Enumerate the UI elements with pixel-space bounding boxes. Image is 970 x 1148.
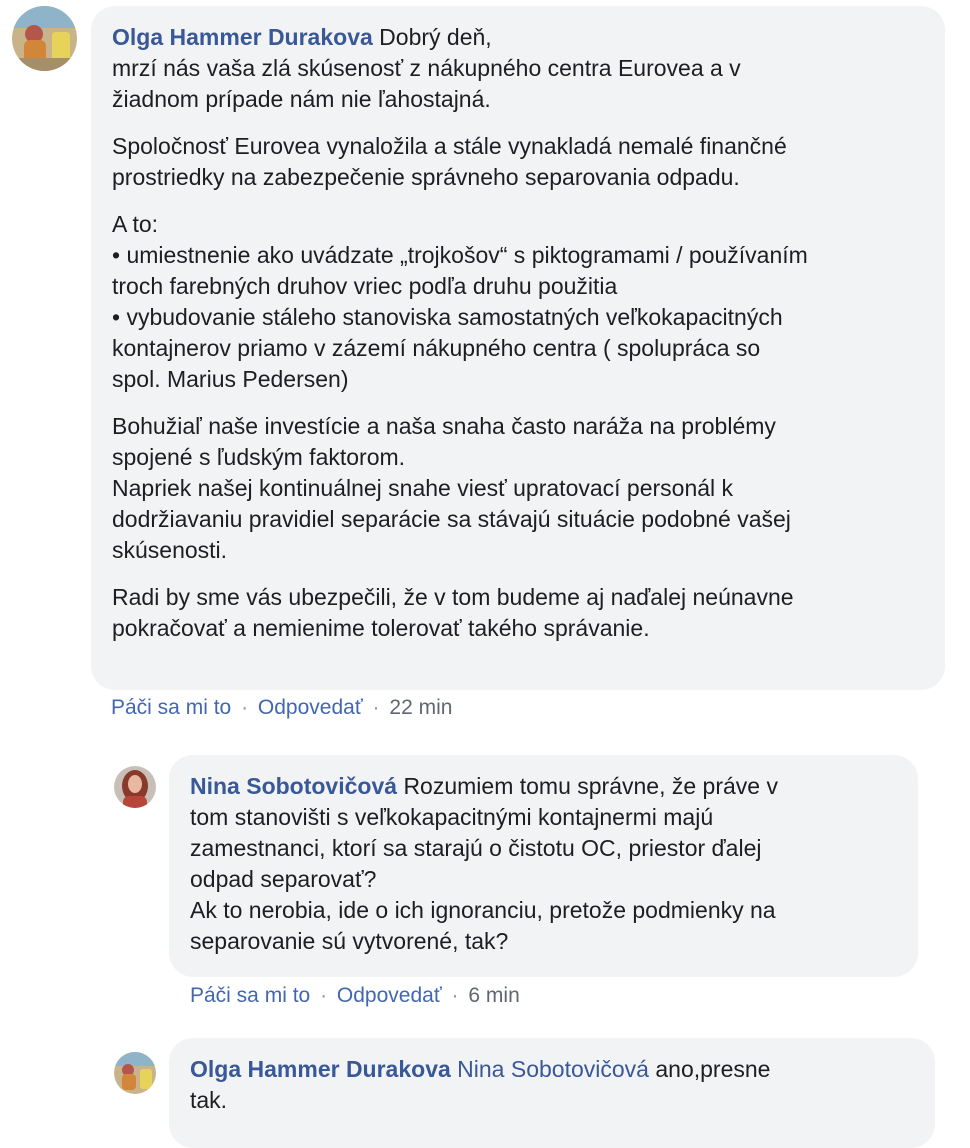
comment-line: Napriek našej kontinuálnej snahe viesť upratovací personál k — [112, 475, 734, 501]
comment-line: odpad separovať? — [190, 866, 377, 892]
separator-dot: · — [241, 696, 249, 719]
comment-line: tak. — [190, 1087, 228, 1113]
comment-author-olga-2[interactable]: Olga Hammer Durakova — [190, 1056, 451, 1082]
mention-nina[interactable]: Nina Sobotovičová — [457, 1056, 649, 1082]
comment-line: skúsenosti. — [112, 537, 228, 563]
comment-line: • vybudovanie stáleho stanoviska samostatných veľkokapacitných — [112, 304, 783, 330]
comment-line: mrzí nás vaša zlá skúsenosť z nákupného centra Eurovea a v — [112, 55, 741, 81]
comment-paragraph-1 — [112, 22, 925, 115]
comment-line: • umiestnenie ako uvádzate „trojkošov“ s piktogramami / používaním — [112, 242, 808, 268]
comment-actions-nina — [190, 982, 520, 1010]
comment-bubble-nina — [169, 755, 918, 977]
comment-line: zamestnanci, ktorí sa starajú o čistotu OC, priestor ďalej — [190, 835, 762, 861]
comment-bubble-olga-2 — [169, 1038, 935, 1148]
comment-line: Ak to nerobia, ide o ich ignoranciu, pretože podmienky na — [190, 897, 776, 923]
comment-paragraph-3 — [112, 209, 925, 395]
comment-text: ano,presne — [655, 1056, 771, 1082]
comment-line: tom stanovišti s veľkokapacitnými kontajnermi majú — [190, 804, 714, 830]
like-link[interactable]: Páči sa mi to — [190, 984, 311, 1007]
comment-line: pokračovať a nemienime tolerovať takého správanie. — [112, 615, 650, 641]
avatar-olga-small-image — [114, 1052, 156, 1094]
comment-text: Rozumiem tomu správne, že práve v — [403, 773, 778, 799]
comment-paragraph-4 — [112, 411, 925, 566]
timestamp-link[interactable]: 6 min — [468, 984, 520, 1007]
avatar-nina[interactable] — [114, 766, 156, 808]
comment-bubble-olga-1 — [91, 6, 945, 690]
avatar-olga[interactable] — [12, 6, 77, 71]
comment-line — [190, 771, 898, 802]
comment-line: Radi by sme vás ubezpečili, že v tom budeme aj naďalej neúnavne — [112, 584, 794, 610]
comment-text: Dobrý deň, — [379, 24, 492, 50]
comment-paragraph-2 — [112, 131, 925, 193]
comment-paragraph-5 — [112, 582, 925, 644]
separator-dot: · — [451, 984, 459, 1007]
comment-author-olga[interactable]: Olga Hammer Durakova — [112, 24, 373, 50]
avatar-olga-small[interactable] — [114, 1052, 156, 1094]
timestamp-link[interactable]: 22 min — [389, 696, 453, 719]
comment-line: dodržiavaniu pravidiel separácie sa stávajú situácie podobné vašej — [112, 506, 791, 532]
comment-line: spojené s ľudským faktorom. — [112, 444, 406, 470]
separator-dot: · — [320, 984, 328, 1007]
comment-line: spol. Marius Pedersen) — [112, 366, 349, 392]
comment-line: kontajnerov priamo v zázemí nákupného centra ( spolupráca so — [112, 335, 761, 361]
comment-line — [112, 22, 925, 53]
comment-line: prostriedky na zabezpečenie správneho separovania odpadu. — [112, 164, 740, 190]
comment-line: Spoločnosť Eurovea vynaložila a stále vynakladá nemalé finančné — [112, 133, 787, 159]
avatar-olga-image — [12, 6, 77, 71]
avatar-nina-image — [114, 766, 156, 808]
comment-line: A to: — [112, 211, 159, 237]
comment-actions-olga-1 — [111, 694, 452, 722]
comment-line: Bohužiaľ naše investície a naša snaha často naráža na problémy — [112, 413, 776, 439]
separator-dot: · — [372, 696, 380, 719]
comment-line: separovanie sú vytvorené, tak? — [190, 928, 509, 954]
reply-link[interactable]: Odpovedať — [257, 696, 363, 719]
comment-line: troch farebných druhov vriec podľa druhu použitia — [112, 273, 618, 299]
comment-olga-2 — [0, 1030, 970, 1114]
like-link[interactable]: Páči sa mi to — [111, 696, 232, 719]
comment-line: žiadnom prípade nám nie ľahostajná. — [112, 86, 491, 112]
comment-line — [190, 1054, 915, 1085]
reply-link[interactable]: Odpovedať — [336, 984, 442, 1007]
comment-author-nina[interactable]: Nina Sobotovičová — [190, 773, 398, 799]
comment-nina — [0, 750, 970, 1020]
